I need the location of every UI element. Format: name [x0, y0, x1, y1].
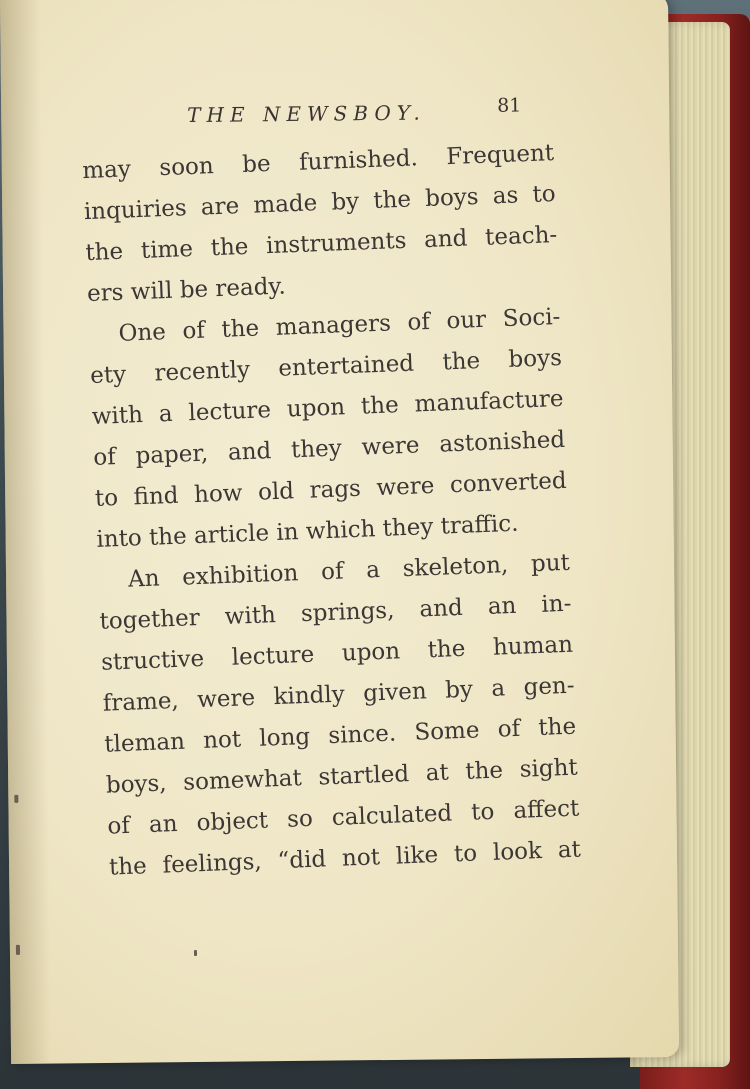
text-line: of an object so calculated to affect — [107, 795, 580, 840]
paragraph — [82, 133, 560, 315]
text-line: ers will be ready. — [86, 273, 287, 308]
body-text — [82, 133, 582, 889]
text-line: boys, somewhat startled at the sight — [105, 754, 579, 799]
text-line: to find how old rags were converted — [94, 467, 568, 512]
text-line: inquiries are made by the boys as to — [83, 180, 557, 226]
ink-speck — [14, 795, 18, 803]
text-line: of paper, and they were astonished — [92, 426, 566, 471]
text-line: into the article in which they traffic. — [96, 510, 519, 553]
ink-speck — [194, 950, 197, 956]
text-line: ety recently entertained the boys — [89, 344, 563, 389]
text-line: One of the managers of our Soci- — [118, 303, 561, 347]
running-head: THE NEWSBOY. — [187, 100, 426, 128]
text-line: together with springs, and an in- — [99, 590, 572, 635]
paragraph — [97, 543, 581, 889]
page-number: 81 — [497, 94, 522, 117]
paragraph — [88, 297, 569, 561]
text-line: the feelings, “did not like to look at — [108, 836, 582, 881]
text-line: frame, were kindly given by a gen- — [102, 672, 575, 717]
text-line: structive lecture upon the human — [100, 631, 574, 676]
text-line: tleman not long since. Some of the — [103, 713, 577, 758]
text-line: with a lecture upon the manufacture — [91, 385, 564, 430]
text-line: may soon be furnished. Frequent — [81, 140, 555, 185]
text-line: the time the instruments and teach- — [85, 221, 558, 267]
text-line: An exhibition of a skeleton, put — [127, 549, 571, 593]
ink-speck — [16, 945, 20, 955]
